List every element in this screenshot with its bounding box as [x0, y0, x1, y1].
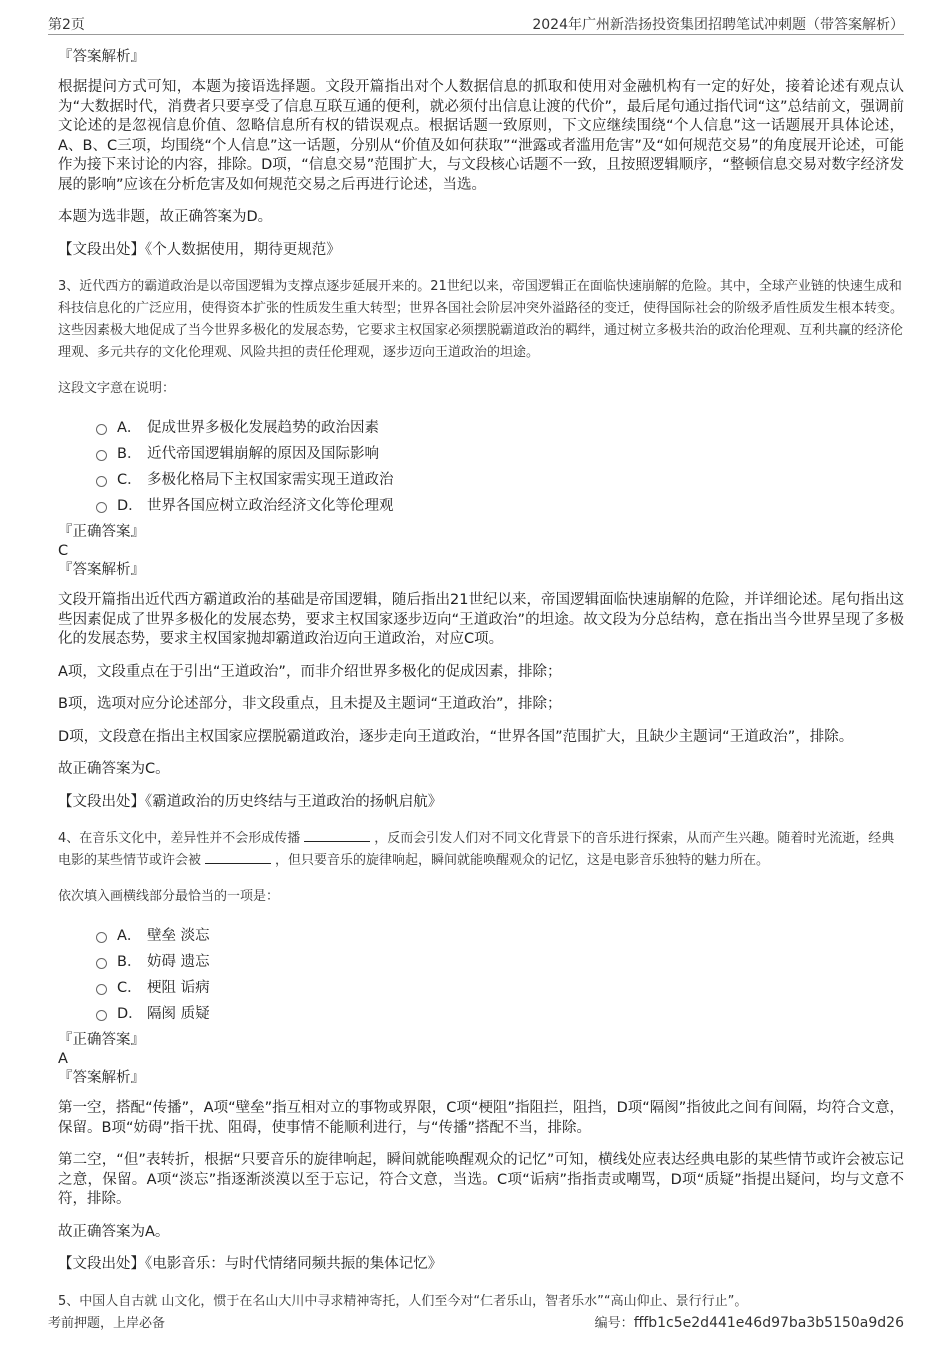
page-header — [48, 12, 904, 35]
q4-option-b[interactable]: B． 妨碍 遗忘 — [96, 947, 904, 973]
q3-option-a[interactable]: A． 促成世界多极化发展趋势的政治因素 — [96, 413, 904, 439]
q4-stem: 4、在音乐文化中，差异性并不会形成传播 ，反而会引发人们对不同文化背景下的音乐进行探索，从而产生兴趣。随着时光流逝，经典电影的某些情节或许会被 ，但只要音乐的旋律响起，瞬间就能唤醒观众的记忆，这是电影音乐独特的魅力所在。 — [58, 831, 895, 868]
q2-conclusion: 本题为选非题，故正确答案为D。 — [58, 209, 273, 225]
radio-icon[interactable] — [96, 450, 107, 461]
q3-option-b[interactable]: B． 近代帝国逻辑崩解的原因及国际影响 — [96, 439, 904, 465]
radio-icon[interactable] — [96, 932, 107, 943]
q4-option-c[interactable]: C． 梗阻 诟病 — [96, 973, 904, 999]
q4-option-a[interactable]: A． 壁垒 淡忘 — [96, 921, 904, 947]
document-body — [58, 48, 904, 1313]
q3-analysis-d: D项，文段意在指出主权国家应摆脱霸道政治，逐步走向王道政治，“世界各国”范围扩大，且缺少主题词“王道政治”，排除。 — [58, 728, 854, 745]
q4-conclusion: 故正确答案为A。 — [58, 1223, 170, 1240]
q3-correct-answer: C — [58, 543, 69, 559]
q4-option-d[interactable]: D． 隔阂 质疑 — [96, 999, 904, 1025]
q4-prompt: 依次填入画横线部分最恰当的一项是： — [58, 889, 280, 904]
q2-source: 【文段出处】《个人数据使用，期待更规范》 — [58, 241, 341, 258]
footer-slogan: 考前押题，上岸必备 — [48, 1316, 166, 1331]
document-code: 编号：fffb1c5e2d441e46d97ba3b5150a9d26 — [594, 1315, 904, 1331]
q3-options — [58, 413, 904, 517]
q3-analysis-label: 『答案解析』 — [58, 562, 145, 578]
radio-icon[interactable] — [96, 502, 107, 513]
radio-icon[interactable] — [96, 984, 107, 995]
radio-icon[interactable] — [96, 424, 107, 435]
q3-option-c[interactable]: C． 多极化格局下主权国家需实现王道政治 — [96, 465, 904, 491]
q4-correct-label: 『正确答案』 — [58, 1032, 145, 1048]
q3-analysis-a: A项，文段重点在于引出“王道政治”，而非介绍世界多极化的促成因素，排除； — [58, 663, 562, 680]
q2-analysis-paragraph: 根据提问方式可知，本题为接语选择题。文段开篇指出对个人数据信息的抓取和使用对金融机构有一定的好处，接着论述有观点认为“大数据时代，消费者只要享受了信息互联互通的便利，就必须付出信息让渡的代价”，最后尾句通过指代词“这”总结前文，强调前文论述的是忽视信息价值、忽略信息所有权的错误观点。根据话题一致原则，下文应继续围绕“个人信息”这一话题展开具体论述，A、B、C三项，均围绕“个人信息”这一话题，分别从“价值及如何获取”“泄露或者滥用危害”及“如何规范交易”的角度展开论述，可能作为接下来讨论的内容，排除。D项，“信息交易”范围扩大，与文段核心话题不一致，且按照逻辑顺序，“整顿信息交易对数字经济发展的影响”应该在分析危害及如何规范交易之后再进行论述，当选。 — [58, 79, 904, 193]
q3-prompt: 这段文字意在说明： — [58, 381, 176, 396]
q2-analysis-label: 『答案解析』 — [58, 49, 145, 65]
q3-option-d[interactable]: D． 世界各国应树立政治经济文化等伦理观 — [96, 491, 904, 517]
q4-options — [58, 921, 904, 1025]
q4-analysis-first-blank: 第一空，搭配“传播”，A项“壁垒”指互相对立的事物或界限，C项“梗阻”指阻拦，阻挡，D项“隔阂”指彼此之间有间隔，均符合文意，保留。B项“妨碍”指干扰、阻碍，使事情不能顺利进行，与“传播”搭配不当，排除。 — [58, 1100, 904, 1136]
q3-analysis-b: B项，选项对应分论述部分，非文段重点，且未提及主题词“王道政治”，排除； — [58, 696, 562, 712]
fill-blank — [205, 851, 271, 864]
q3-conclusion: 故正确答案为C。 — [58, 761, 170, 777]
q4-source: 【文段出处】《电影音乐：与时代情绪同频共振的集体记忆》 — [58, 1256, 443, 1272]
q3-stem: 3、近代西方的霸道政治是以帝国逻辑为支撑点逐步延展开来的。21世纪以来，帝国逻辑正在面临快速崩解的危险。其中，全球产业链的快速生成和科技信息化的广泛应用，使得资本扩张的性质发生重大转型；世界各国社会阶层冲突外溢路径的变迁，使得国际社会的阶级矛盾性质发生根本转变。这些因素极大地促成了当今世界多极化的发展态势，它要求主权国家必须摆脱霸道政治的羁绊，通过树立多极共治的政治伦理观、互利共赢的经济伦理观、多元共存的文化伦理观、风险共担的责任伦理观，逐步迈向王道政治的坦途。 — [58, 279, 904, 360]
q4-analysis-second-blank: 第二空，“但”表转折，根据“只要音乐的旋律响起，瞬间就能唤醒观众的记忆”可知，横线处应表达经典电影的某些情节或许会被忘记之意，保留。A项“淡忘”指逐渐淡漠以至于忘记，符合文意，当选。C项“诟病”指指责或嘲骂，D项“质疑”指提出疑问，均与文意不符，排除。 — [58, 1152, 904, 1207]
document-title: 2024年广州新浩扬投资集团招聘笔试冲刺题（带答案解析） — [532, 17, 904, 33]
q4-analysis-label: 『答案解析』 — [58, 1070, 145, 1086]
q4-correct-answer: A — [58, 1051, 68, 1067]
radio-icon[interactable] — [96, 958, 107, 969]
q5-stem: 5、中国人自古就 山文化，惯于在名山大川中寻求精神寄托，人们至今对“仁者乐山，智者乐水”“高山仰止、景行行止”。 — [58, 1293, 748, 1309]
fill-blank — [304, 829, 370, 842]
radio-icon[interactable] — [96, 476, 107, 487]
q3-analysis-main: 文段开篇指出近代西方霸道政治的基础是帝国逻辑，随后指出21世纪以来，帝国逻辑面临快速崩解的危险，并详细论述。尾句指出这些因素促成了世界多极化的发展态势，要求主权国家逐步迈向“王道政治”的坦途。故文段为分总结构，意在指出当今世界呈现了多极化的发展态势，要求主权国家抛却霸道政治迈向王道政治，对应C项。 — [58, 592, 904, 647]
q3-correct-label: 『正确答案』 — [58, 524, 145, 540]
q3-source: 【文段出处】《霸道政治的历史终结与王道政治的扬帆启航》 — [58, 793, 443, 810]
page-number: 第2页 — [48, 17, 85, 33]
radio-icon[interactable] — [96, 1010, 107, 1021]
